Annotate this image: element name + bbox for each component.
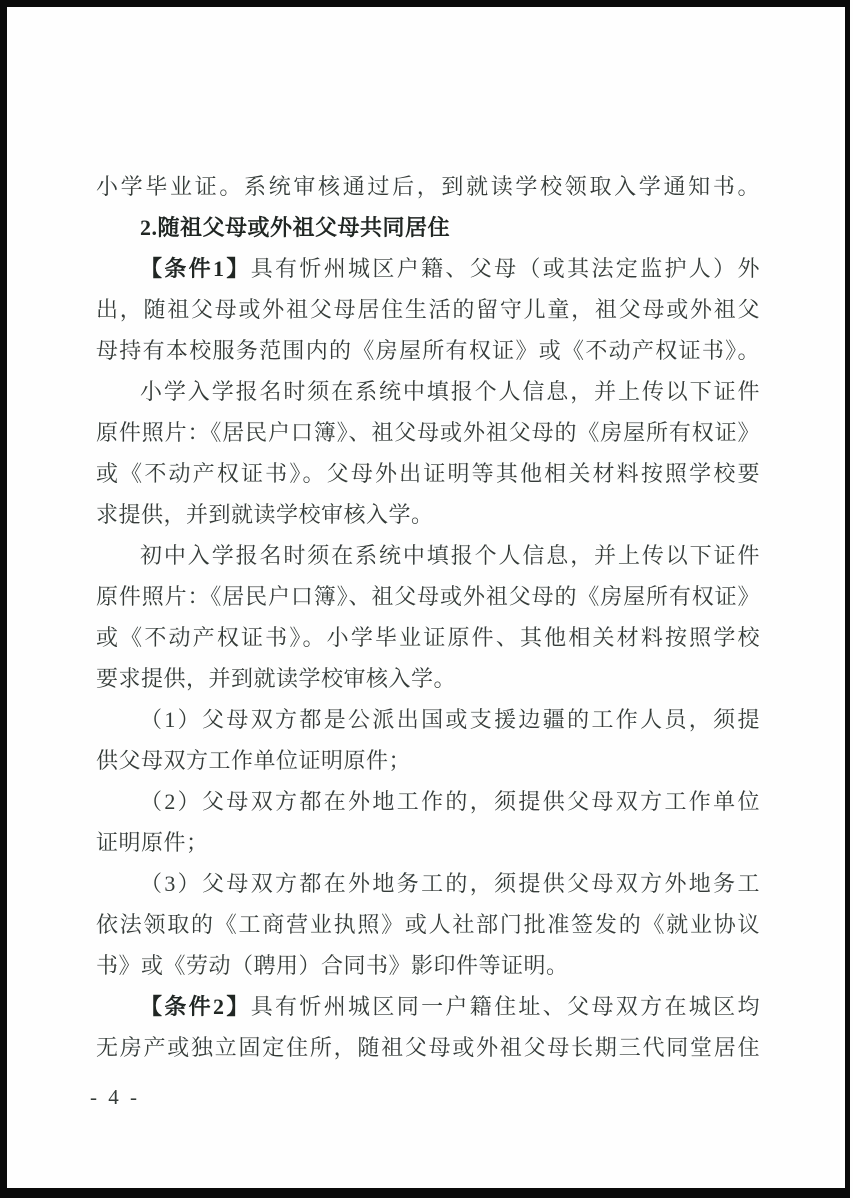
text-line: 求提供，并到就读学校审核入学。	[96, 502, 434, 527]
text-line: 原件照片：《居民户口簿》、祖父母或外祖父母的《房屋所有权证》	[96, 420, 760, 445]
paragraph-block	[96, 699, 760, 781]
text-line: 或《不动产权证书》。父母外出证明等其他相关材料按照学校要	[96, 461, 760, 486]
text-line: （1）父母双方都是公派出国或支援边疆的工作人员，须提	[140, 707, 760, 732]
document-content	[96, 166, 760, 1068]
condition-label: 【条件1】	[140, 256, 251, 281]
paragraph-block	[96, 863, 760, 986]
text-line: 小学入学报名时须在系统中填报个人信息，并上传以下证件	[140, 379, 760, 404]
paragraph-block	[96, 986, 760, 1068]
heading-block	[96, 207, 760, 248]
text-line: 【条件2】具有忻州城区同一户籍住址、父母双方在城区均	[140, 994, 760, 1019]
text-line: 无房产或独立固定住所，随祖父母或外祖父母长期三代同堂居住	[96, 1035, 760, 1060]
text-line: 要求提供，并到就读学校审核入学。	[96, 666, 457, 691]
condition-label: 【条件2】	[140, 994, 251, 1019]
paragraph-block	[96, 781, 760, 863]
page-number: - 4 -	[90, 1085, 140, 1109]
text-line: 母持有本校服务范围内的《房屋所有权证》或《不动产权证书》。	[96, 338, 760, 363]
paragraph-block	[96, 248, 760, 371]
text-line: 或《不动产权证书》。小学毕业证原件、其他相关材料按照学校	[96, 625, 760, 650]
text-line: （2）父母双方都在外地工作的，须提供父母双方工作单位	[140, 789, 760, 814]
text-line: 出，随祖父母或外祖父母居住生活的留守儿童，祖父母或外祖父	[96, 297, 760, 322]
paragraph-block	[96, 371, 760, 535]
text-line: 证明原件；	[96, 830, 209, 855]
paragraph-block	[96, 166, 760, 207]
text-line: 【条件1】具有忻州城区户籍、父母（或其法定监护人）外	[140, 256, 760, 281]
text-line: （3）父母双方都在外地务工的，须提供父母双方外地务工	[140, 871, 760, 896]
text-line: 小学毕业证。系统审核通过后，到就读学校领取入学通知书。	[96, 174, 760, 199]
text-line: 依法领取的《工商营业执照》或人社部门批准签发的《就业协议	[96, 912, 760, 937]
text-line: 原件照片：《居民户口簿》、祖父母或外祖父母的《房屋所有权证》	[96, 584, 760, 609]
paragraph-block	[96, 535, 760, 699]
text-line: 书》或《劳动（聘用）合同书》影印件等证明。	[96, 953, 569, 978]
text-line: 供父母双方工作单位证明原件；	[96, 748, 412, 773]
text-line: 初中入学报名时须在系统中填报个人信息，并上传以下证件	[140, 543, 760, 568]
text-line: 2.随祖父母或外祖父母共同居住	[140, 215, 451, 240]
